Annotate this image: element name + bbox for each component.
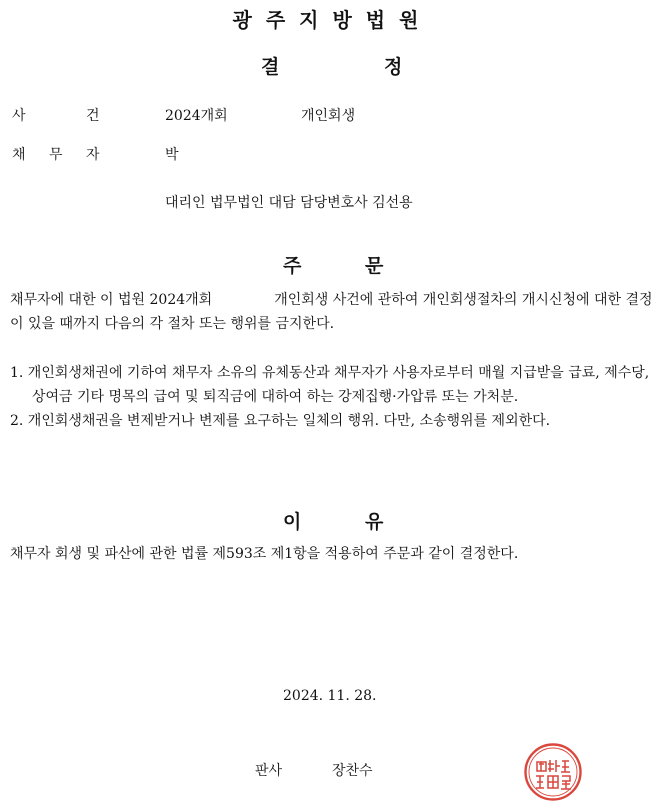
debtor-name: 박 (165, 147, 179, 163)
debtor-label-char-3: 자 (86, 147, 100, 163)
order-intro-part1: 채무자에 대한 이 법원 2024개회 (10, 292, 213, 308)
representative: 대리인 법무법인 대담 담당변호사 김선용 (165, 195, 413, 211)
order-heading-left: 주 (283, 255, 302, 277)
decision-date: 2024. 11. 28. (283, 688, 377, 704)
case-number: 2024개회 (165, 108, 228, 124)
case-type: 개인회생 (301, 108, 356, 124)
order-item-2: 2. 개인회생채권을 변제받거나 변제를 요구하는 일체의 행위. 다만, 소송행위를 제외한다. (10, 413, 551, 429)
court-seal-icon (523, 742, 583, 802)
judge-title: 판사 (255, 763, 283, 779)
doc-type-right: 정 (384, 56, 403, 78)
court-name: 광주지방법원 (232, 8, 433, 32)
order-intro-part2: 개인회생 사건에 관하여 개인회생절차의 개시신청에 대한 결정이 있을 때까지 다음의 각 절차 또는 행위를 금지한다. (10, 292, 653, 332)
debtor-label-char-1: 채 (12, 147, 26, 163)
order-item-1: 1. 개인회생채권에 기하여 채무자 소유의 유체동산과 채무자가 사용자로부터 매월 지급받을 급료, 제수당, 상여금 기타 명목의 급여 및 퇴직금에 대하여 하는 강제집행·가압류 또는 가처분. (10, 365, 650, 405)
judge-name: 장찬수 (332, 763, 373, 779)
debtor-label-char-2: 무 (49, 147, 63, 163)
case-label-char-1: 사 (12, 108, 26, 124)
order-intro (10, 288, 655, 336)
order-heading-right: 문 (365, 255, 384, 277)
order-item-list (10, 361, 650, 433)
reason-heading-right: 유 (365, 511, 384, 533)
doc-type-left: 결 (261, 56, 280, 78)
reason-heading-left: 이 (283, 511, 302, 533)
reason-text: 채무자 회생 및 파산에 관한 법률 제593조 제1항을 적용하여 주문과 같이 결정한다. (10, 546, 519, 562)
case-label-char-2: 건 (86, 108, 100, 124)
